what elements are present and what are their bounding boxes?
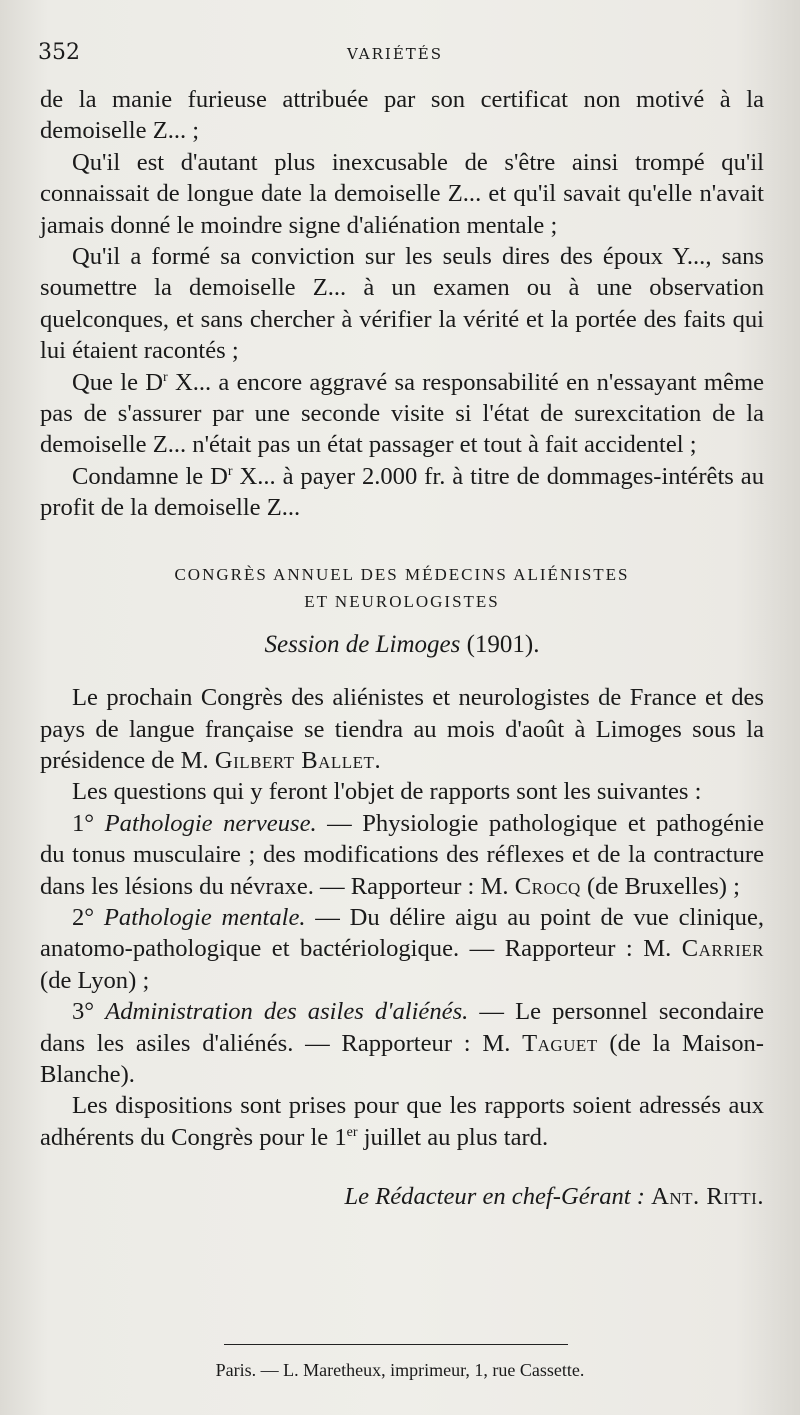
rapporteur-name: Taguet [522,1029,598,1057]
text-fragment: Que le D [72,368,164,396]
question-title: Pathologie nerveuse. [104,809,317,837]
question-text: — Du délire aigu au point de vue clinique, anatomo-pathologique et bactériologique. — Rapporteur : M. [40,903,765,963]
superscript: er [346,1124,358,1140]
section-title: CONGRÈS ANNUEL DES MÉDECINS ALIÉNISTES [174,564,630,584]
question-item-3 [40,996,764,1090]
item-number: 3° [72,998,106,1026]
question-item-2 [40,902,764,996]
printer-imprint: Paris. — L. Maretheux, imprimeur, 1, rue Cassette. [215,1360,585,1380]
session-name: Session de Limoges [264,630,461,658]
footer-divider [224,1344,568,1345]
text-fragment: Le prochain Congrès des aliénistes et neurologistes de France et des pays de langue française se tiendra au mois d'août à Limoges sous la présidence de M. [40,684,764,774]
text-fragment: X... à payer 2.000 fr. à titre de dommages-intérêts au profit de la demoiselle Z... [40,462,764,522]
signature-role: Le Rédacteur en chef-Gérant : [344,1183,645,1211]
text-fragment: (de la Maison-Blanche). [40,1029,764,1088]
paragraph-aggravated [40,367,764,461]
page-body [40,84,764,1213]
question-title: Administration des asiles d'aliénés. [105,998,469,1026]
paragraph-questions: Les questions qui y feront l'objet de rapports sont les suivantes : [72,778,702,806]
text-fragment: Condamne le D [72,462,228,490]
session-subtitle [40,629,764,660]
text-fragment: (de Lyon) ; [40,966,150,994]
item-number: 2° [72,903,104,931]
paragraph-congress-intro [40,682,764,776]
text-fragment: Les dispositions sont prises pour que les rapports soient adressés aux adhérents du Congrès pour le 1 [40,1092,764,1151]
question-text: — Physiologie pathologique et pathogénie du tonus musculaire ; des modifications des réflexes et de la contracture dans les lésions du névraxe. — Rapporteur : M. [40,809,764,900]
running-head: VARIÉTÉS [346,45,444,63]
paragraph-continuation: de la manie furieuse attribuée par son certificat non motivé à la demoiselle Z... ; [40,86,764,145]
signature-line [40,1181,764,1212]
page-number: 352 [38,40,80,65]
text-fragment: juillet au plus tard. [357,1123,549,1151]
session-year: (1901). [460,630,540,658]
superscript: r [227,463,233,479]
text-fragment: . [374,746,381,774]
section-title-line2: ET NEUROLOGISTES [304,591,500,611]
question-item-1 [40,808,764,902]
superscript: r [163,369,168,385]
question-text: — Le personnel secondaire dans les asiles d'aliénés. — Rapporteur : M. [40,998,764,1057]
president-name: Gilbert Ballet [214,746,375,774]
signature-name: Ant. Ritti. [651,1183,764,1211]
page-header [38,40,752,70]
paragraph-dispositions [40,1090,764,1153]
paragraph-conviction: Qu'il a formé sa conviction sur les seuls dires des époux Y..., sans soumettre la demoiselle Z... à un examen ou à une observation quelconques, et sans chercher à vérifier la vérité et la portée des faits qui lui étaient racontés ; [40,243,764,365]
rapporteur-name: Crocq [514,872,581,900]
paragraph-condemns [40,461,764,524]
question-title: Pathologie mentale. [103,903,306,931]
paragraph-inexcusable: Qu'il est d'autant plus inexcusable de s'être ainsi trompé qu'il connaissait de longue date la demoiselle Z... et qu'il savait qu'elle n'avait jamais donné le moindre signe d'aliénation mentale ; [40,148,764,239]
rapporteur-name: Carrier [681,935,764,963]
item-number: 1° [72,809,105,837]
text-fragment: X... a encore aggravé sa responsabilité en n'essayant même pas de s'assurer par une seconde visite si l'état de surexcitation de la demoiselle Z... n'était pas un état passager et tout à fait accidentel ; [40,368,764,459]
text-fragment: (de Bruxelles) ; [580,872,740,900]
